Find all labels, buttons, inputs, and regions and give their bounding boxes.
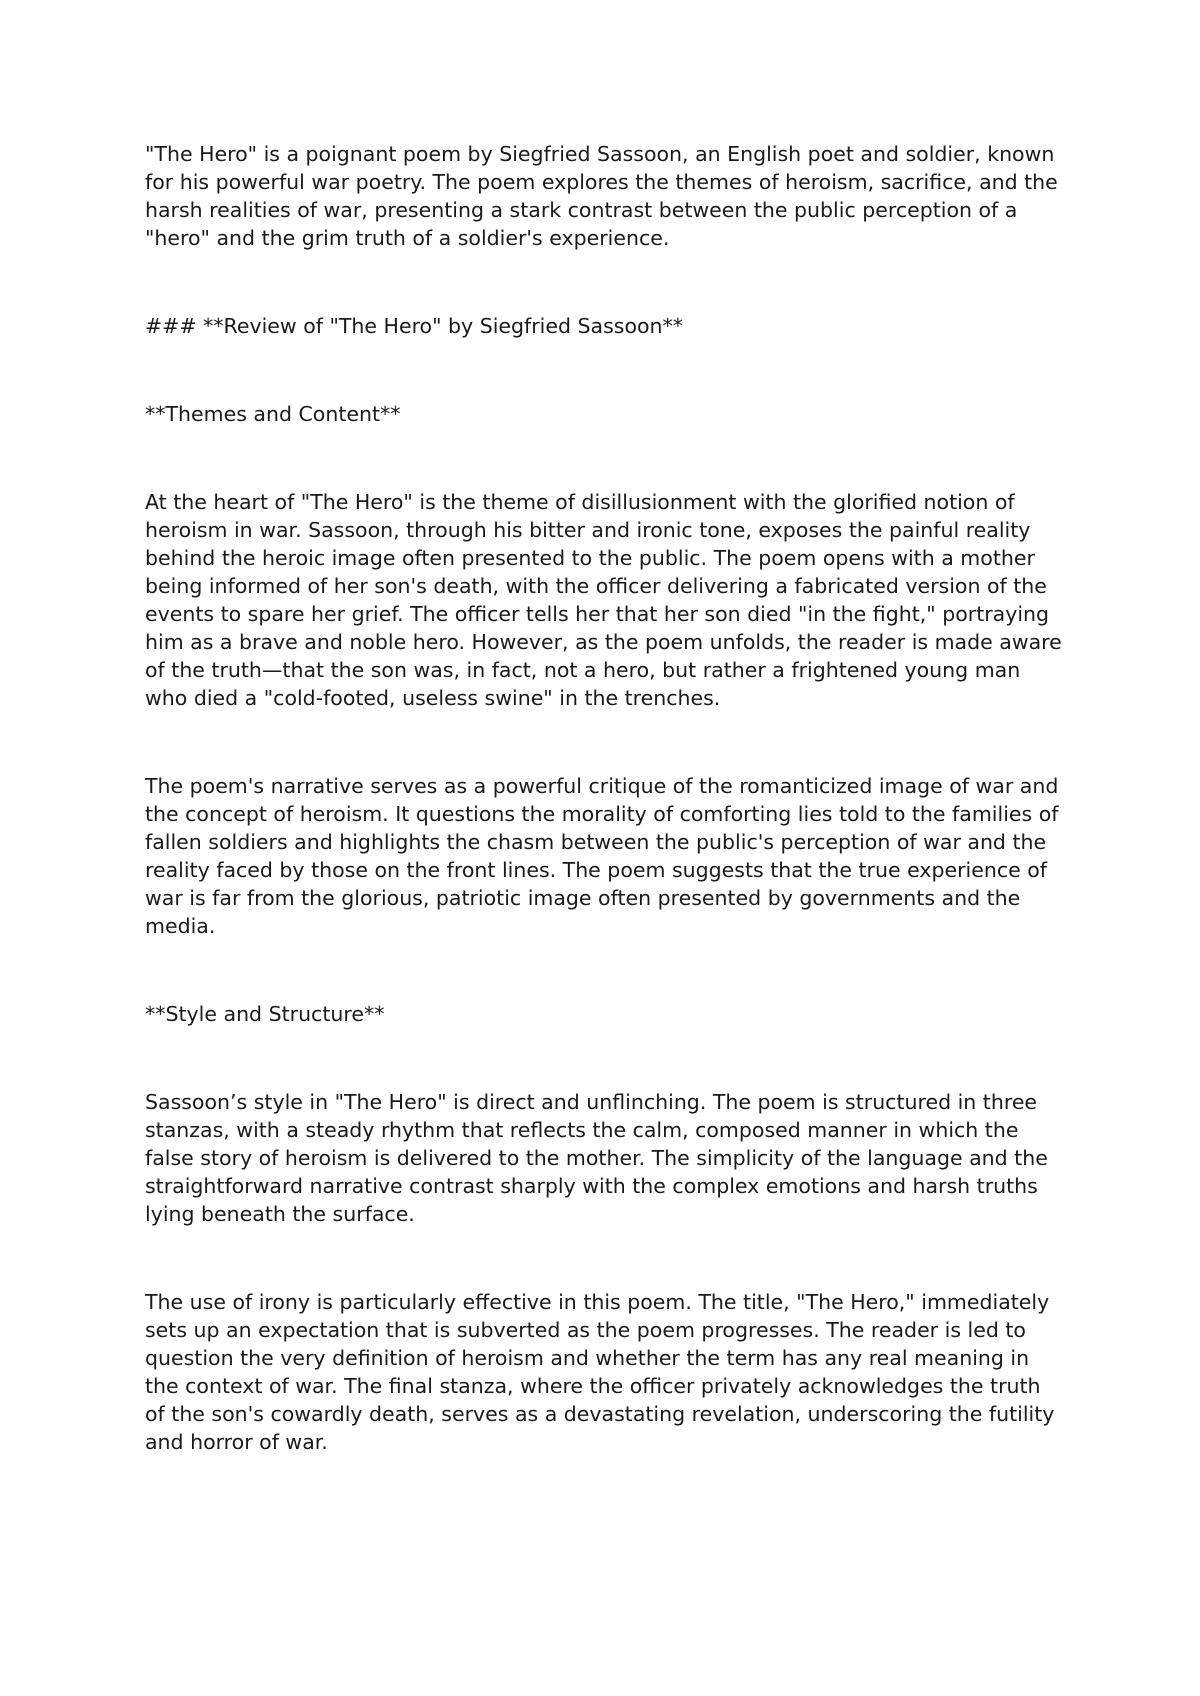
themes-section-title: **Themes and Content** [145, 402, 401, 426]
style-paragraph-1: Sassoon’s style in "The Hero" is direct and unflinching. The poem is structured in three stanzas, with a steady rhythm that reflects the calm, composed manner in which the false story of heroism is delivered to the mother. The simplicity of the language and the straightforward narrative contrast sharply with the complex emotions and harsh truths lying beneath the surface. [145, 1090, 1048, 1226]
style-paragraph-2: The use of irony is particularly effective in this poem. The title, "The Hero," immediately sets up an expectation that is subverted as the poem progresses. The reader is led to question the very definition of heroism and whether the term has any real meaning in the context of war. The final stanza, where the officer privately acknowledges the truth of the son's cowardly death, serves as a devastating revelation, underscoring the futility and horror of war. [145, 1290, 1055, 1454]
style-section-title: **Style and Structure** [145, 1002, 385, 1026]
review-heading: ### **Review of "The Hero" by Siegfried Sassoon** [145, 314, 684, 338]
intro-paragraph: "The Hero" is a poignant poem by Siegfried Sassoon, an English poet and soldier, known for his powerful war poetry. The poem explores the themes of heroism, sacrifice, and the harsh realities of war, presenting a stark contrast between the public perception of a "hero" and the grim truth of a soldier's experience. [145, 142, 1058, 250]
document-page [145, 140, 1065, 1456]
themes-paragraph-1: At the heart of "The Hero" is the theme of disillusionment with the glorified notion of heroism in war. Sassoon, through his bitter and ironic tone, exposes the painful reality behind the heroic image often presented to the public. The poem opens with a mother being informed of her son's death, with the officer delivering a fabricated version of the events to spare her grief. The officer tells her that her son died "in the fight," portraying him as a brave and noble hero. However, as the poem unfolds, the reader is made aware of the truth—that the son was, in fact, not a hero, but rather a frightened young man who died a "cold-footed, useless swine" in the trenches. [145, 490, 1062, 710]
themes-paragraph-2: The poem's narrative serves as a powerful critique of the romanticized image of war and the concept of heroism. It questions the morality of comforting lies told to the families of fallen soldiers and highlights the chasm between the public's perception of war and the reality faced by those on the front lines. The poem suggests that the true experience of war is far from the glorious, patriotic image often presented by governments and the media. [145, 774, 1059, 938]
